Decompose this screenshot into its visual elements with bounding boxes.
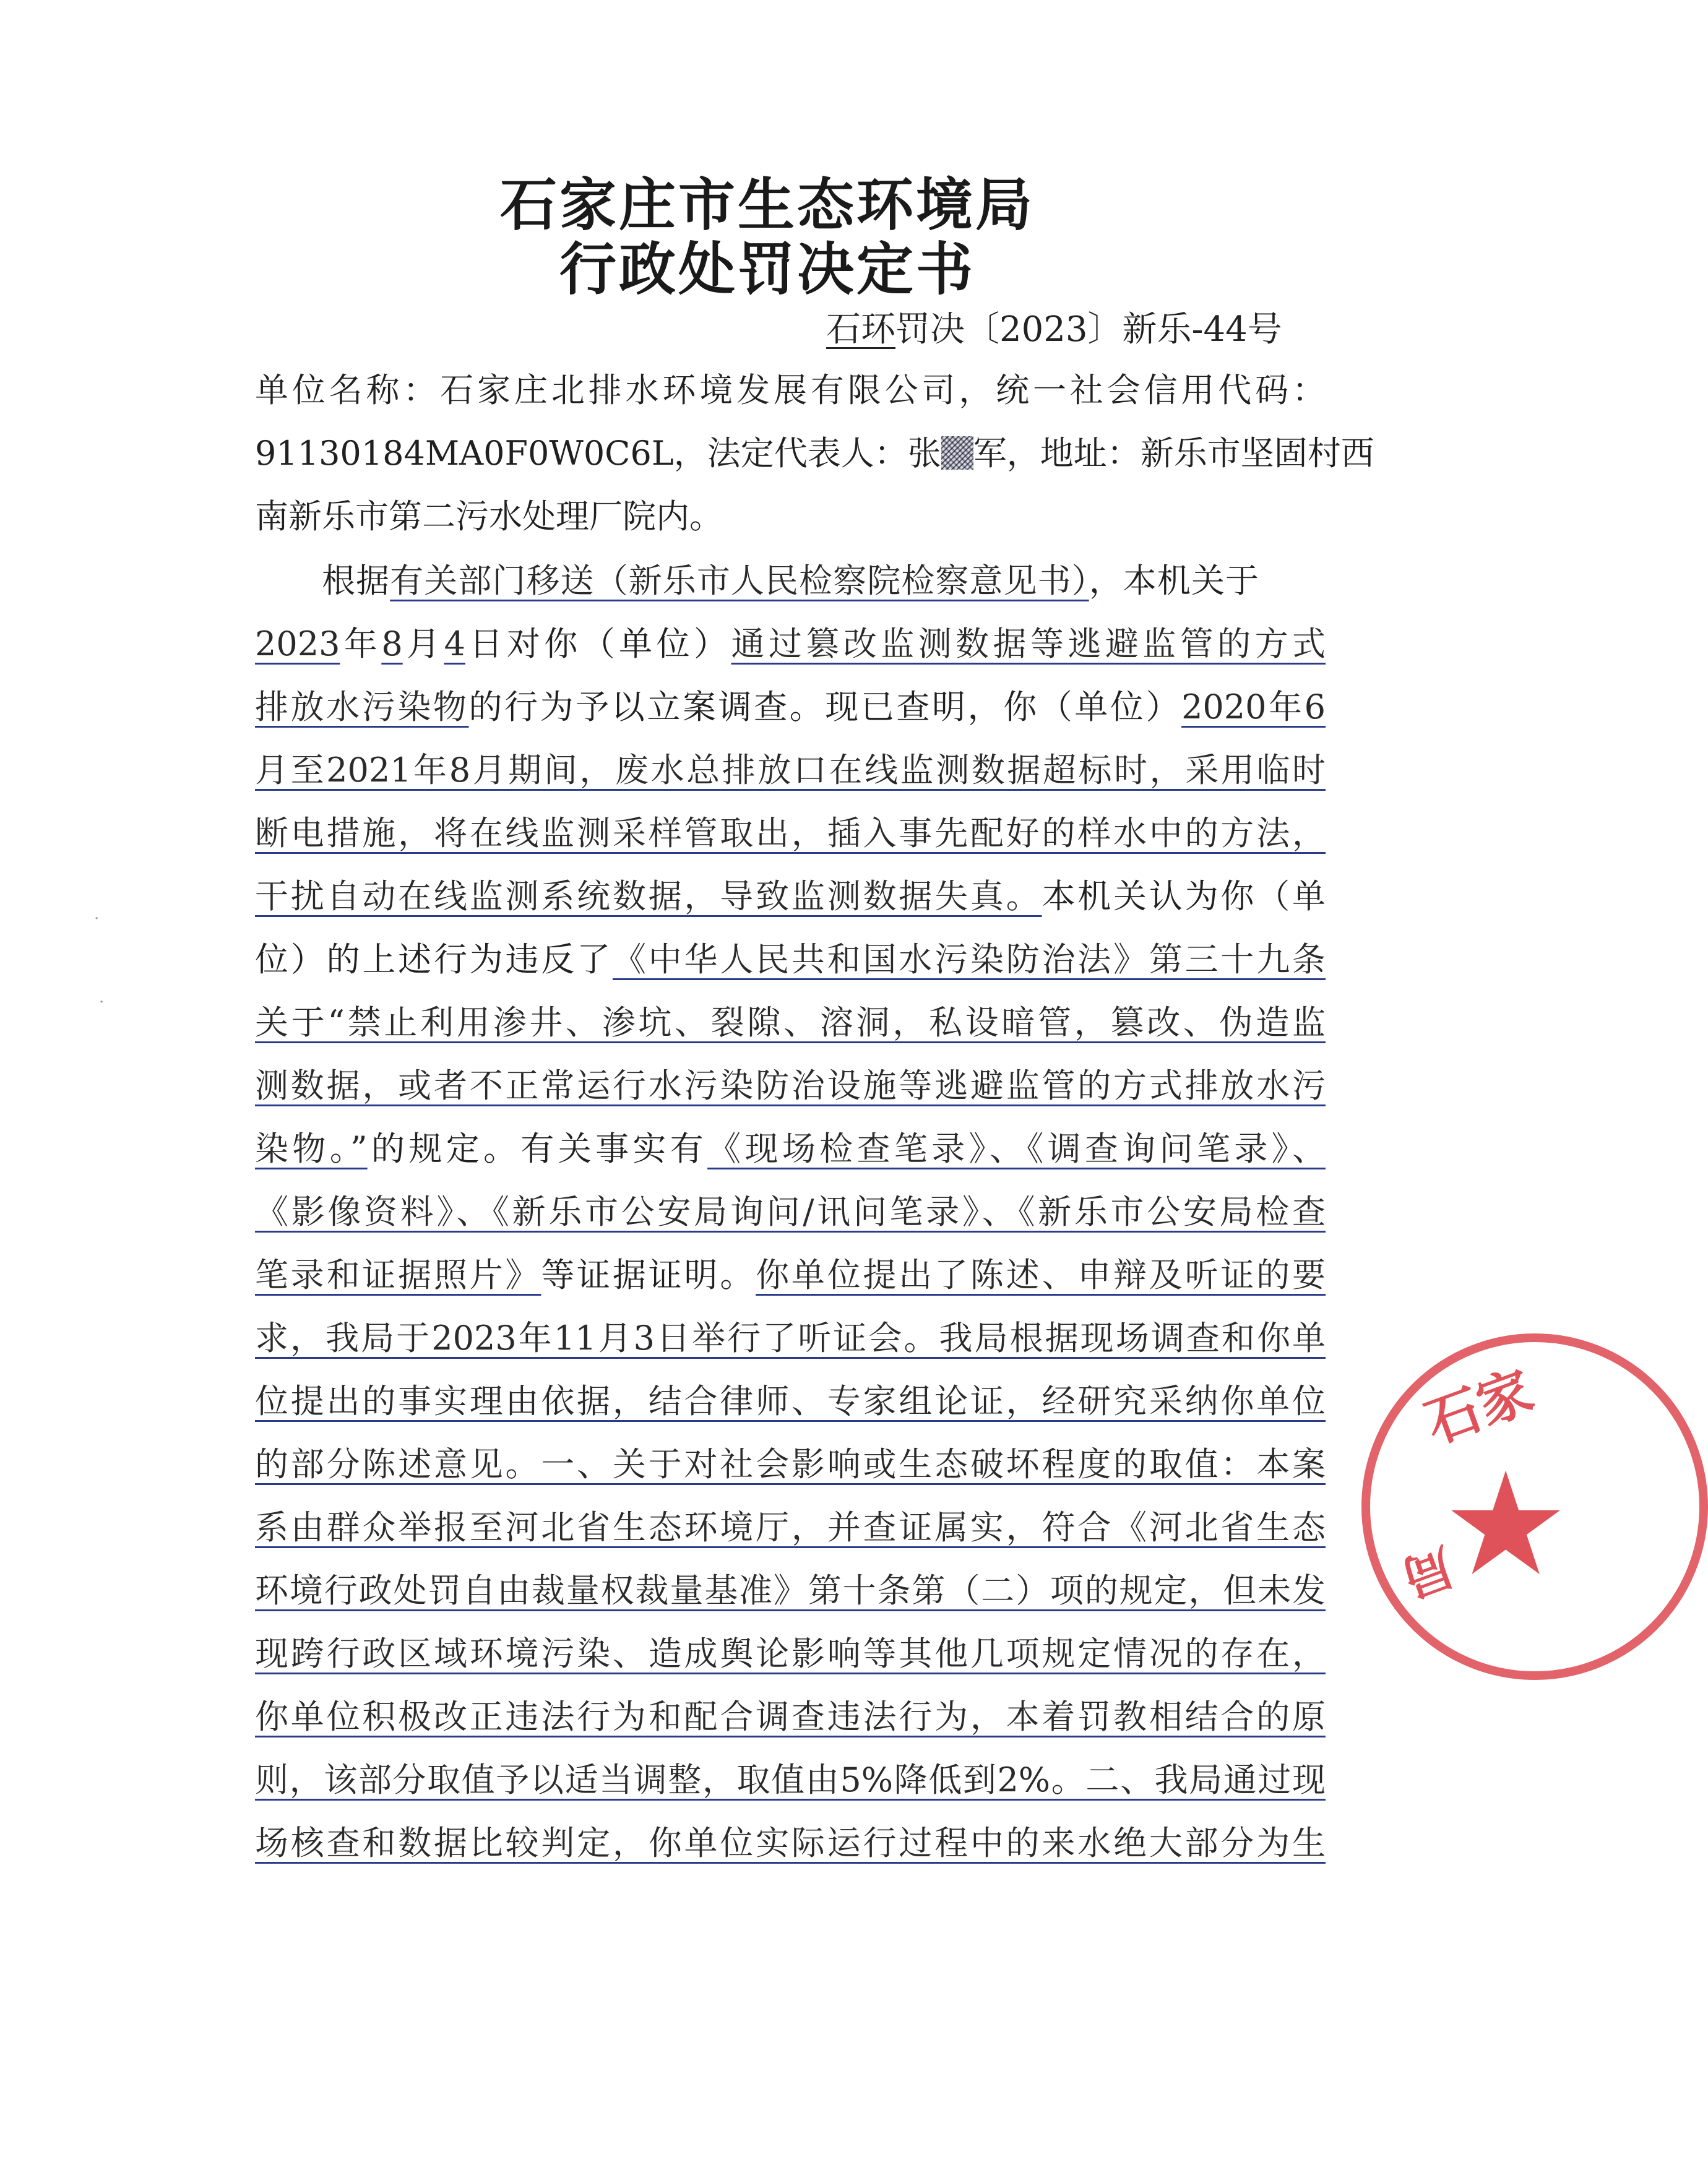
underlined-segment: 《中华人民共和国水污染防治法》第三十九条 (612, 940, 1326, 979)
underlined-segment: 《现场检查笔录》、《调查询问笔录》、 (707, 1129, 1326, 1168)
text-segment: 根据 (322, 561, 390, 600)
body-line-12 (255, 1254, 1326, 1297)
document-title-agency: 石家庄市生态环境局 (499, 171, 1035, 238)
document-number (826, 302, 1282, 351)
body-line-1 (255, 559, 1259, 603)
body-line-5: 断电措施，将在线监测采样管取出，插入事先配好的样水中的方法， (255, 814, 1326, 853)
scan-speck: · (99, 993, 105, 1012)
body-line-7 (255, 938, 1326, 981)
scan-speck: · (94, 910, 100, 928)
underlined-segment: 2020年6 (1181, 687, 1326, 726)
body-line-13: 求，我局于2023年11月3日举行了听证会。我局根据现场调查和你单 (255, 1319, 1326, 1358)
document-number-rest: 罚决〔2023〕新乐-44号 (895, 309, 1282, 350)
text-segment: 本机关认为你（单 (1042, 877, 1326, 916)
seal-text-bottom: 局 (1395, 1536, 1462, 1608)
body-line-20: 则，该部分取值予以适当调整，取值由5%降低到2%。二、我局通过现 (255, 1760, 1326, 1799)
case-date-year: 2023 (255, 624, 340, 663)
underlined-segment: 通过篡改监测数据等逃避监管的方式 (731, 624, 1326, 663)
body-line-16: 系由群众举报至河北省生态环境厅，并查证属实，符合《河北省生态 (255, 1508, 1326, 1547)
body-line-4: 月至2021年8月期间，废水总排放口在线监测数据超标时，采用临时 (255, 751, 1326, 790)
text-segment: 月 (402, 624, 444, 663)
text-segment: ，本机关于 (1089, 561, 1259, 600)
underlined-segment: 有关部门移送（新乐市人民检察院检察意见书） (390, 561, 1089, 600)
body-line-8: 关于“禁止利用渗井、渗坑、裂隙、溶洞，私设暗管，篡改、伪造监 (255, 1003, 1326, 1042)
body-line-14: 位提出的事实理由依据，结合律师、专家组论证，经研究采纳你单位 (255, 1382, 1326, 1421)
body-line-6 (255, 875, 1326, 918)
document-title-type: 行政处罚决定书 (559, 236, 975, 303)
seal-text-top: 石家 (1417, 1358, 1542, 1456)
underlined-segment: 染物。” (255, 1129, 368, 1168)
party-line-2 (255, 432, 1374, 475)
seal-star-icon: ★ (1442, 1442, 1570, 1608)
text-segment: 的行为予以立案调查。现已查明，你（单位） (468, 687, 1182, 726)
case-date-month: 8 (381, 624, 403, 663)
party-line-2-a: 91130184MA0F0W0C6L，法定代表人：张 (255, 434, 941, 473)
body-line-15: 的部分陈述意见。一、关于对社会影响或生态破坏程度的取值：本案 (255, 1445, 1326, 1484)
body-line-10 (255, 1127, 1326, 1171)
text-segment: 等证据证明。 (541, 1255, 756, 1294)
body-line-11: 《影像资料》、《新乐市公安局询问/讯问笔录》、《新乐市公安局检查 (255, 1192, 1326, 1231)
case-date-day: 4 (444, 624, 465, 663)
text-segment: 位）的上述行为违反了 (255, 940, 613, 979)
document-number-prefix: 石环 (826, 309, 895, 350)
redaction-mark (941, 436, 973, 470)
underlined-segment: 你单位提出了陈述、申辩及听证的要 (756, 1255, 1326, 1294)
party-line-1: 单位名称：石家庄北排水环境发展有限公司，统一社会信用代码： (255, 371, 1326, 410)
text-segment: 的规定。有关事实有 (367, 1129, 708, 1168)
body-line-17: 环境行政处罚自由裁量权裁量基准》第十条第（二）项的规定，但未发 (255, 1571, 1326, 1610)
body-line-3 (255, 686, 1326, 729)
underlined-segment: 排放水污染物 (255, 687, 469, 726)
text-segment: 日对你（单位） (465, 624, 731, 663)
body-line-2 (255, 622, 1326, 666)
underlined-segment: 笔录和证据照片》 (255, 1255, 541, 1294)
body-line-19: 你单位积极改正违法行为和配合调查违法行为，本着罚教相结合的原 (255, 1697, 1326, 1736)
body-line-21: 场核查和数据比较判定，你单位实际运行过程中的来水绝大部分为生 (255, 1823, 1326, 1862)
party-line-3: 南新乐市第二污水处理厂院内。 (255, 497, 723, 536)
body-line-9: 测数据，或者不正常运行水污染防治设施等逃避监管的方式排放水污 (255, 1066, 1326, 1105)
body-line-18: 现跨行政区域环境污染、造成舆论影响等其他几项规定情况的存在， (255, 1634, 1326, 1673)
text-segment: 年 (340, 624, 382, 663)
underlined-segment: 干扰自动在线监测系统数据，导致监测数据失真。 (255, 877, 1042, 916)
party-line-2-b: 军，地址：新乐市坚固村西 (973, 434, 1374, 473)
